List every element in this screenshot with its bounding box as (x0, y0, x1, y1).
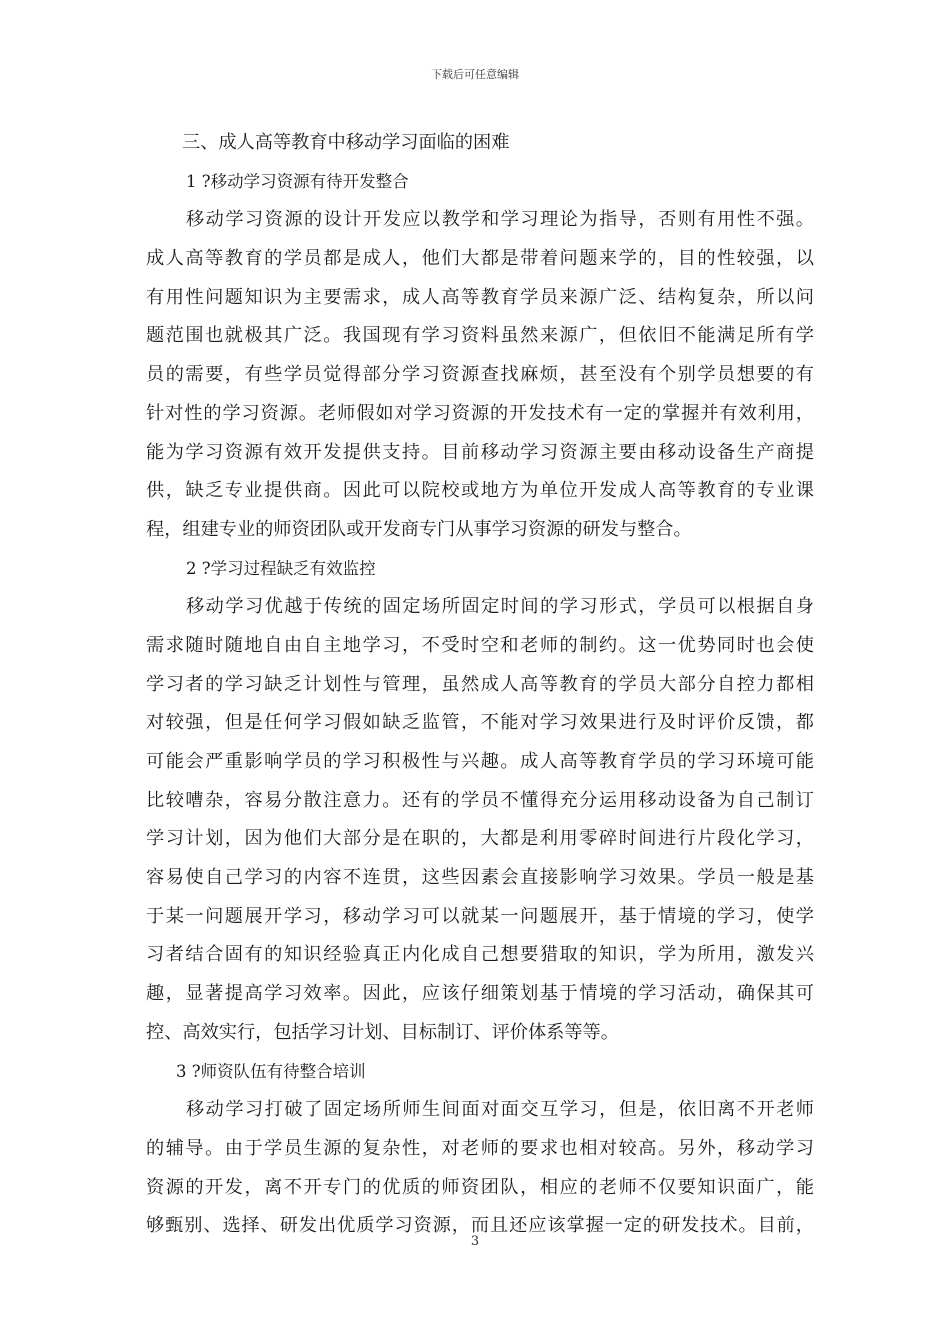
text-line: 移动学习优越于传统的固定场所固定时间的学习形式，学员可以根据自身 (186, 596, 814, 618)
text-line: 趣，显著提高学习效率。因此，应该仔细策划基于情境的学习活动，确保其可 (146, 983, 814, 1005)
text-line: 员的需要，有些学员觉得部分学习资源查找麻烦，甚至没有个别学员想要的有 (146, 364, 814, 386)
text-line: 移动学习打破了固定场所师生间面对面交互学习，但是，依旧离不开老师 (186, 1099, 814, 1121)
text-line: 资源的开发，离不开专门的优质的师资团队，相应的老师不仅要知识面广，能 (146, 1176, 814, 1198)
text-line: 成人高等教育的学员都是成人，他们大都是带着问题来学的，目的性较强，以 (146, 248, 814, 270)
page-number: 3 (470, 1234, 480, 1249)
text-line: 控、高效实行，包括学习计划、目标制订、评价体系等等。 (146, 1021, 619, 1043)
page-header: 下载后可任意编辑 (431, 68, 519, 81)
text-line: 针对性的学习资源。老师假如对学习资源的开发技术有一定的掌握并有效利用， (146, 402, 814, 424)
text-line: 的辅导。由于学员生源的复杂性，对老师的要求也相对较高。另外，移动学习 (146, 1137, 814, 1159)
text-line: 1 ?移动学习资源有待开发整合 (186, 171, 409, 191)
text-line: 够甄别、选择、研发出优质学习资源，而且还应该掌握一定的研发技术。目前， (146, 1215, 814, 1237)
text-line: 有用性问题知识为主要需求，成人高等教育学员来源广泛、结构复杂，所以问 (146, 286, 814, 308)
text-line: 供，缺乏专业提供商。因此可以院校或地方为单位开发成人高等教育的专业课 (146, 480, 814, 502)
text-line: 题范围也就极其广泛。我国现有学习资料虽然来源广，但依旧不能满足所有学 (146, 325, 814, 347)
text-line: 程，组建专业的师资团队或开发商专门从事学习资源的研发与整合。 (146, 518, 692, 540)
text-line: 能为学习资源有效开发提供支持。目前移动学习资源主要由移动设备生产商提 (146, 441, 814, 463)
text-line: 移动学习资源的设计开发应以教学和学习理论为指导，否则有用性不强。 (186, 209, 814, 231)
text-line: 学习计划，因为他们大部分是在职的，大都是利用零碎时间进行片段化学习， (146, 828, 814, 850)
text-line: 习者结合固有的知识经验真正内化成自己想要猎取的知识，学为所用，激发兴 (146, 944, 814, 966)
text-line: 三、成人高等教育中移动学习面临的困难 (182, 132, 510, 153)
text-line: 容易使自己学习的内容不连贯，这些因素会直接影响学习效果。学员一般是基 (146, 867, 814, 889)
text-line: 学习者的学习缺乏计划性与管理，虽然成人高等教育的学员大部分自控力都相 (146, 673, 814, 695)
text-line: 于某一问题展开学习，移动学习可以就某一问题展开，基于情境的学习，使学 (146, 905, 814, 927)
text-line: 3 ?师资队伍有待整合培训 (176, 1061, 366, 1081)
text-line: 比较嘈杂，容易分散注意力。还有的学员不懂得充分运用移动设备为自己制订 (146, 789, 814, 811)
document-body (146, 124, 814, 1246)
text-line: 2 ?学习过程缺乏有效监控 (186, 558, 376, 578)
text-line: 需求随时随地自由自主地学习，不受时空和老师的制约。这一优势同时也会使 (146, 634, 814, 656)
text-line: 对较强，但是任何学习假如缺乏监管，不能对学习效果进行及时评价反馈，都 (146, 712, 814, 734)
text-line: 可能会严重影响学员的学习积极性与兴趣。成人高等教育学员的学习环境可能 (146, 751, 814, 772)
